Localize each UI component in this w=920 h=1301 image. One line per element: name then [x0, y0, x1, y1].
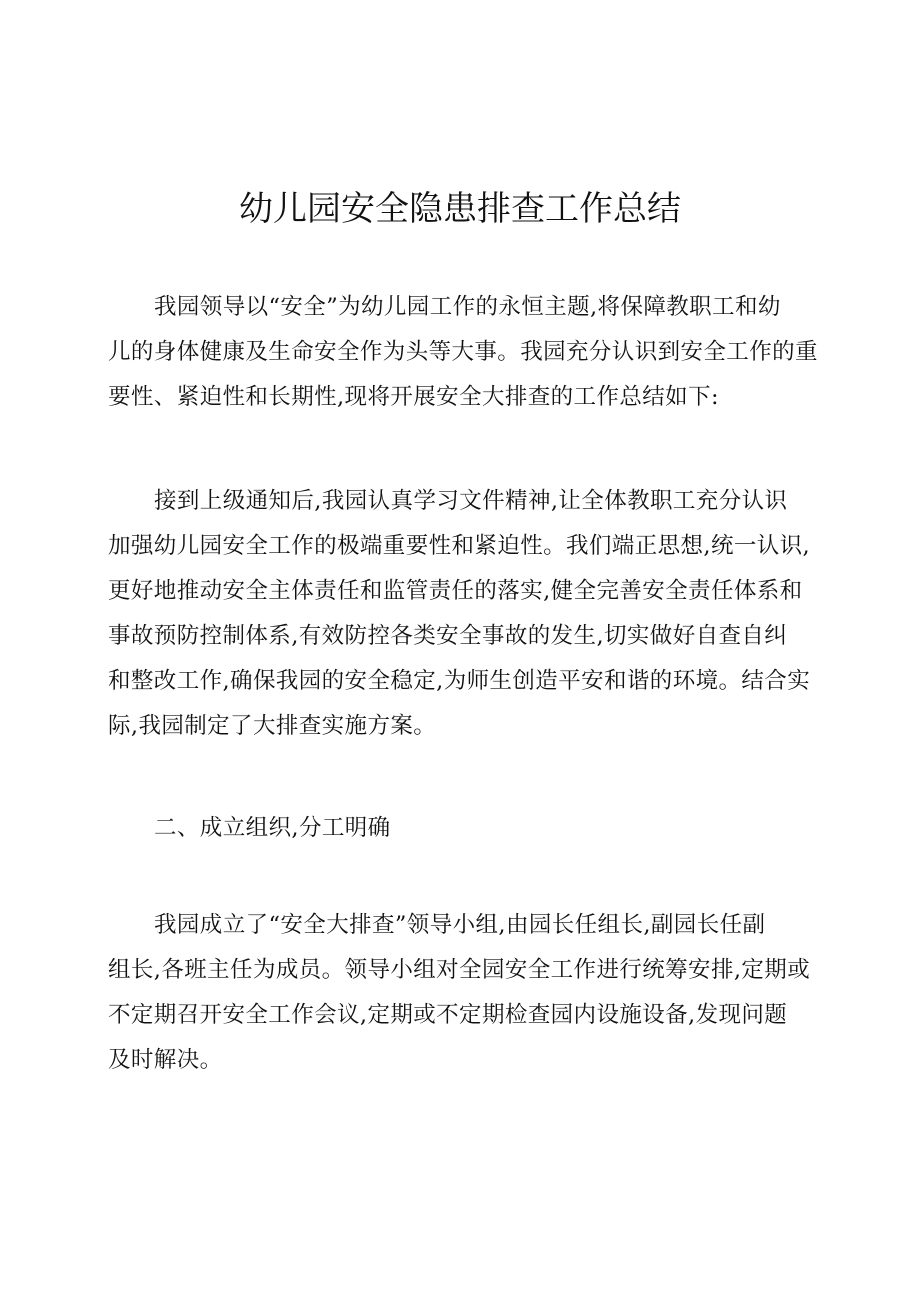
paragraph-line: 更好地推动安全主体责任和监管责任的落实,健全完善安全责任体系和	[108, 578, 803, 604]
paragraph-line: 加强幼儿园安全工作的极端重要性和紧迫性。我们端正思想,统一认识,	[108, 533, 811, 559]
paragraph-line: 事故预防控制体系,有效防控各类安全事故的发生,切实做好自查自纠	[108, 623, 788, 649]
paragraph-line: 及时解决。	[108, 1047, 223, 1073]
section-heading	[108, 806, 820, 851]
paragraph-line: 我园成立了“安全大排查”领导小组,由园长任组长,副园长任副	[154, 912, 766, 938]
paragraph-line: 我园领导以“安全”为幼儿园工作的永恒主题,将保障教职工和幼	[154, 294, 781, 320]
paragraph-line: 和整改工作,确保我园的安全稳定,为师生创造平安和谐的环境。结合实	[108, 668, 811, 694]
paragraph-line: 要性、紧迫性和长期性,现将开展安全大排查的工作总结如下:	[108, 384, 719, 410]
paragraph-line: 组长,各班主任为成员。领导小组对全园安全工作进行统筹安排,定期或	[108, 957, 811, 983]
paragraph-organization	[108, 903, 820, 1083]
paragraph-line: 儿的身体健康及生命安全作为头等大事。我园充分认识到安全工作的重	[108, 339, 818, 365]
paragraph-line: 际,我园制定了大排查实施方案。	[108, 713, 437, 739]
section-heading-text: 二、成立组织,分工明确	[154, 815, 391, 841]
paragraph-intro	[108, 285, 820, 420]
paragraph-line: 不定期召开安全工作会议,定期或不定期检查园内设施设备,发现问题	[108, 1002, 788, 1028]
paragraph-line: 接到上级通知后,我园认真学习文件精神,让全体教职工充分认识	[154, 488, 788, 514]
paragraph-notice	[108, 479, 820, 749]
document-title: 幼儿园安全隐患排查工作总结	[239, 189, 681, 229]
